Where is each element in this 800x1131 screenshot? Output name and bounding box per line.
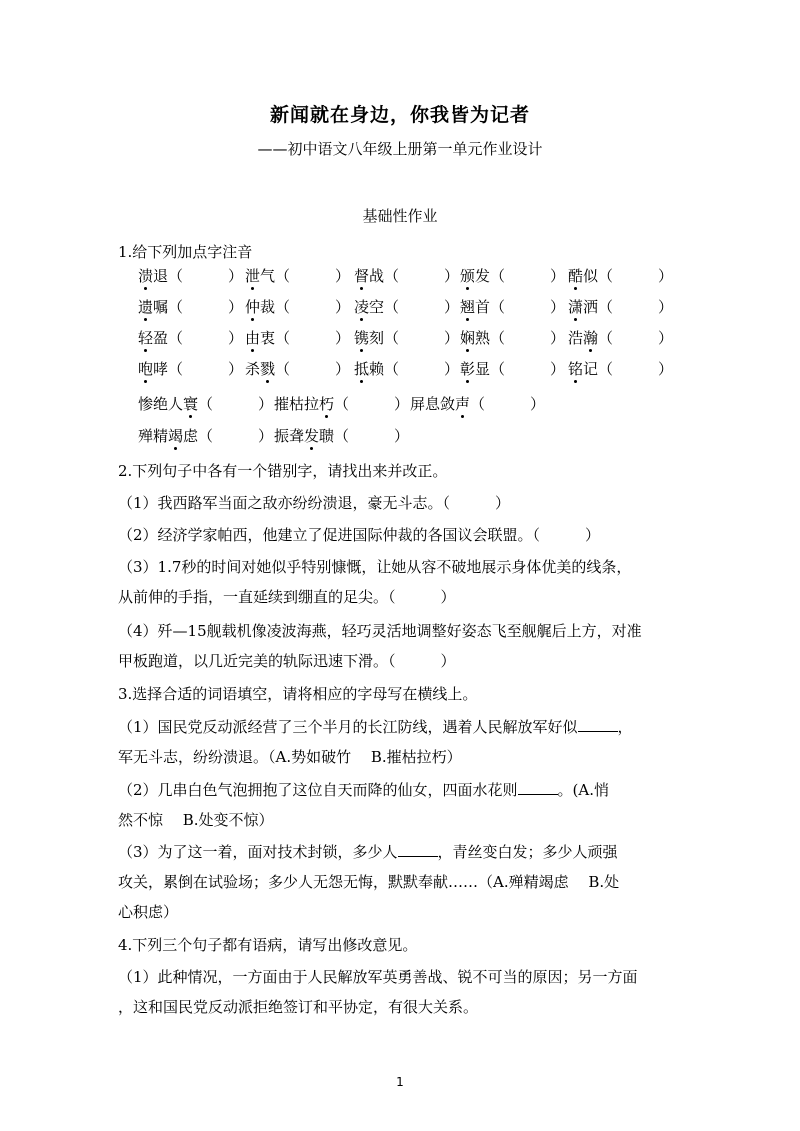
pinyin-item: 浩瀚（ ） [568,329,674,347]
pinyin-answer-slot[interactable]: （ ） [168,267,244,285]
pinyin-item: 酷似（ ） [568,267,674,285]
dotted-character: 瀚 [583,329,599,347]
page-number: 1 [396,1075,404,1089]
pinyin-item: 屏息敛声（ ） [410,395,546,413]
dotted-character: 溃 [138,267,154,285]
answer-blank[interactable] [398,842,438,857]
pinyin-answer-slot[interactable]: （ ） [168,329,244,347]
pinyin-item: 抵赖（ ） [354,360,460,378]
dotted-character: 聋发聩 [289,427,335,445]
q3-sentence-3c: 心积虑） [118,903,179,921]
pinyin-item: 凌空（ ） [354,298,460,316]
q3-heading: 3.选择合适的词语填空，请将相应的字母写在横线上。 [118,685,478,703]
q3-sentence-3a: （3）为了这一着，面对技术封锁，多少人 ，青丝变白发；多少人顽强 [118,843,618,861]
pinyin-answer-slot[interactable]: （ ） [198,395,274,413]
pinyin-item: 殚精竭虑（ ） [138,427,274,445]
dotted-character: 凌 [354,298,370,316]
dotted-character: 由 [245,329,261,347]
pinyin-answer-slot[interactable]: （ ） [598,360,674,378]
q2-sentence-4a: （4）歼—15舰载机像凌波海燕，轻巧灵活地调整好姿态飞至舰艉后上方，对准 [118,622,642,640]
pinyin-item: 振聋发聩（ ） [274,427,410,445]
pinyin-answer-slot[interactable]: （ ） [275,267,351,285]
answer-blank[interactable] [518,780,558,795]
doc-subtitle: ——初中语文八年级上册第一单元作业设计 [257,140,543,158]
pinyin-answer-slot[interactable]: （ ） [384,329,460,347]
pinyin-item: 泄气（ ） [245,267,351,285]
pinyin-answer-slot[interactable]: （ ） [490,329,566,347]
doc-title: 新闻就在身边，你我皆为记者 [269,104,530,126]
dotted-character: 精竭虑 [153,427,199,445]
pinyin-answer-slot[interactable]: （ ） [334,395,410,413]
pinyin-answer-slot[interactable]: （ ） [490,360,566,378]
q2-sentence-2: （2）经济学家帕西，他建立了促进国际仲裁的各国议会联盟。（ ） [118,526,601,544]
q2-sentence-1: （1）我西路军当面之敌亦纷纷溃退，豪无斗志。（ ） [118,494,511,512]
dotted-character: 轻 [138,329,154,347]
q2-sentence-3a: （3）1.7秒的时间对她似乎特别慷慨，让她从容不破地展示身体优美的线条， [118,558,632,576]
dotted-character: 镌 [354,329,370,347]
pinyin-item: 彰显（ ） [460,360,566,378]
pinyin-answer-slot[interactable]: （ ） [275,360,351,378]
q3-sentence-3b: 攻关，累倒在试验场；多少人无怨无悔，默默奉献……（A.殚精竭虑 B.处 [118,873,620,891]
pinyin-item: 铭记（ ） [568,360,674,378]
section-heading: 基础性作业 [362,207,438,225]
q4-sentence-1b: ，这和国民党反动派拒绝签订和平协定，有很大关系。 [118,998,479,1016]
pinyin-item: 颁发（ ） [460,267,566,285]
pinyin-answer-slot[interactable]: （ ） [384,267,460,285]
pinyin-item: 潇洒（ ） [568,298,674,316]
dotted-character: 铭 [568,360,584,378]
pinyin-item: 镌刻（ ） [354,329,460,347]
q4-sentence-1a: （1）此种情况，一方面由于人民解放军英勇善战、锐不可当的原因；另一方面 [118,968,638,986]
pinyin-answer-slot[interactable]: （ ） [598,298,674,316]
pinyin-item: 由衷（ ） [245,329,351,347]
q1-heading: 1.给下列加点字注音 [118,243,253,261]
q2-sentence-4b: 甲板跑道，以几近完美的轨际迅速下滑。（ ） [118,652,456,670]
q2-heading: 2.下列句子中各有一个错别字，请找出来并改正。 [118,462,448,480]
dotted-character: 朽 [319,395,335,413]
pinyin-answer-slot[interactable]: （ ） [275,298,351,316]
dotted-character: 娴 [460,329,476,347]
pinyin-item: 溃退（ ） [138,267,244,285]
pinyin-answer-slot[interactable]: （ ） [598,329,674,347]
q3-sentence-1b: 军无斗志，纷纷溃退。（A.势如破竹 B.摧枯拉朽） [118,748,462,766]
pinyin-answer-slot[interactable]: （ ） [168,298,244,316]
pinyin-answer-slot[interactable]: （ ） [334,427,410,445]
pinyin-item: 轻盈（ ） [138,329,244,347]
dotted-character: 翘 [460,298,476,316]
pinyin-answer-slot[interactable]: （ ） [470,395,546,413]
dotted-character: 咆 [138,360,154,378]
pinyin-answer-slot[interactable]: （ ） [490,298,566,316]
pinyin-answer-slot[interactable]: （ ） [490,267,566,285]
pinyin-item: 摧枯拉朽（ ） [274,395,410,413]
answer-blank[interactable] [578,717,618,732]
q4-heading: 4.下列三个句子都有语病，请写出修改意见。 [118,936,418,954]
dotted-character: 声 [455,395,471,413]
pinyin-item: 翘首（ ） [460,298,566,316]
pinyin-item: 惨绝人寰（ ） [138,395,274,413]
pinyin-item: 仲裁（ ） [245,298,351,316]
dotted-character: 遗 [138,298,154,316]
pinyin-item: 杀戮（ ） [245,360,351,378]
dotted-character: 督 [354,267,370,285]
pinyin-answer-slot[interactable]: （ ） [275,329,351,347]
pinyin-answer-slot[interactable]: （ ） [168,360,244,378]
pinyin-answer-slot[interactable]: （ ） [384,298,460,316]
dotted-character: 寰 [183,395,199,413]
dotted-character: 仲 [245,298,261,316]
dotted-character: 戮 [260,360,276,378]
pinyin-answer-slot[interactable]: （ ） [198,427,274,445]
pinyin-item: 娴熟（ ） [460,329,566,347]
pinyin-item: 督战（ ） [354,267,460,285]
q2-sentence-3b: 从前伸的手指，一直延续到绷直的足尖。（ ） [118,588,456,606]
pinyin-answer-slot[interactable]: （ ） [598,267,674,285]
dotted-character: 彰 [460,360,476,378]
dotted-character: 泄 [245,267,261,285]
pinyin-answer-slot[interactable]: （ ） [384,360,460,378]
pinyin-item: 遗嘱（ ） [138,298,244,316]
q3-sentence-2a: （2）几串白色气泡拥抱了这位自天而降的仙女，四面水花则 。(A.悄 [118,781,609,799]
pinyin-item: 咆哮（ ） [138,360,244,378]
q3-sentence-2b: 然不惊 B.处变不惊） [118,811,274,829]
dotted-character: 潇 [568,298,584,316]
dotted-character: 酷 [568,267,584,285]
q3-sentence-1a: （1）国民党反动派经营了三个半月的长江防线，遇着人民解放军好似 ， [118,718,633,736]
dotted-character: 颁 [460,267,476,285]
dotted-character: 抵 [354,360,370,378]
